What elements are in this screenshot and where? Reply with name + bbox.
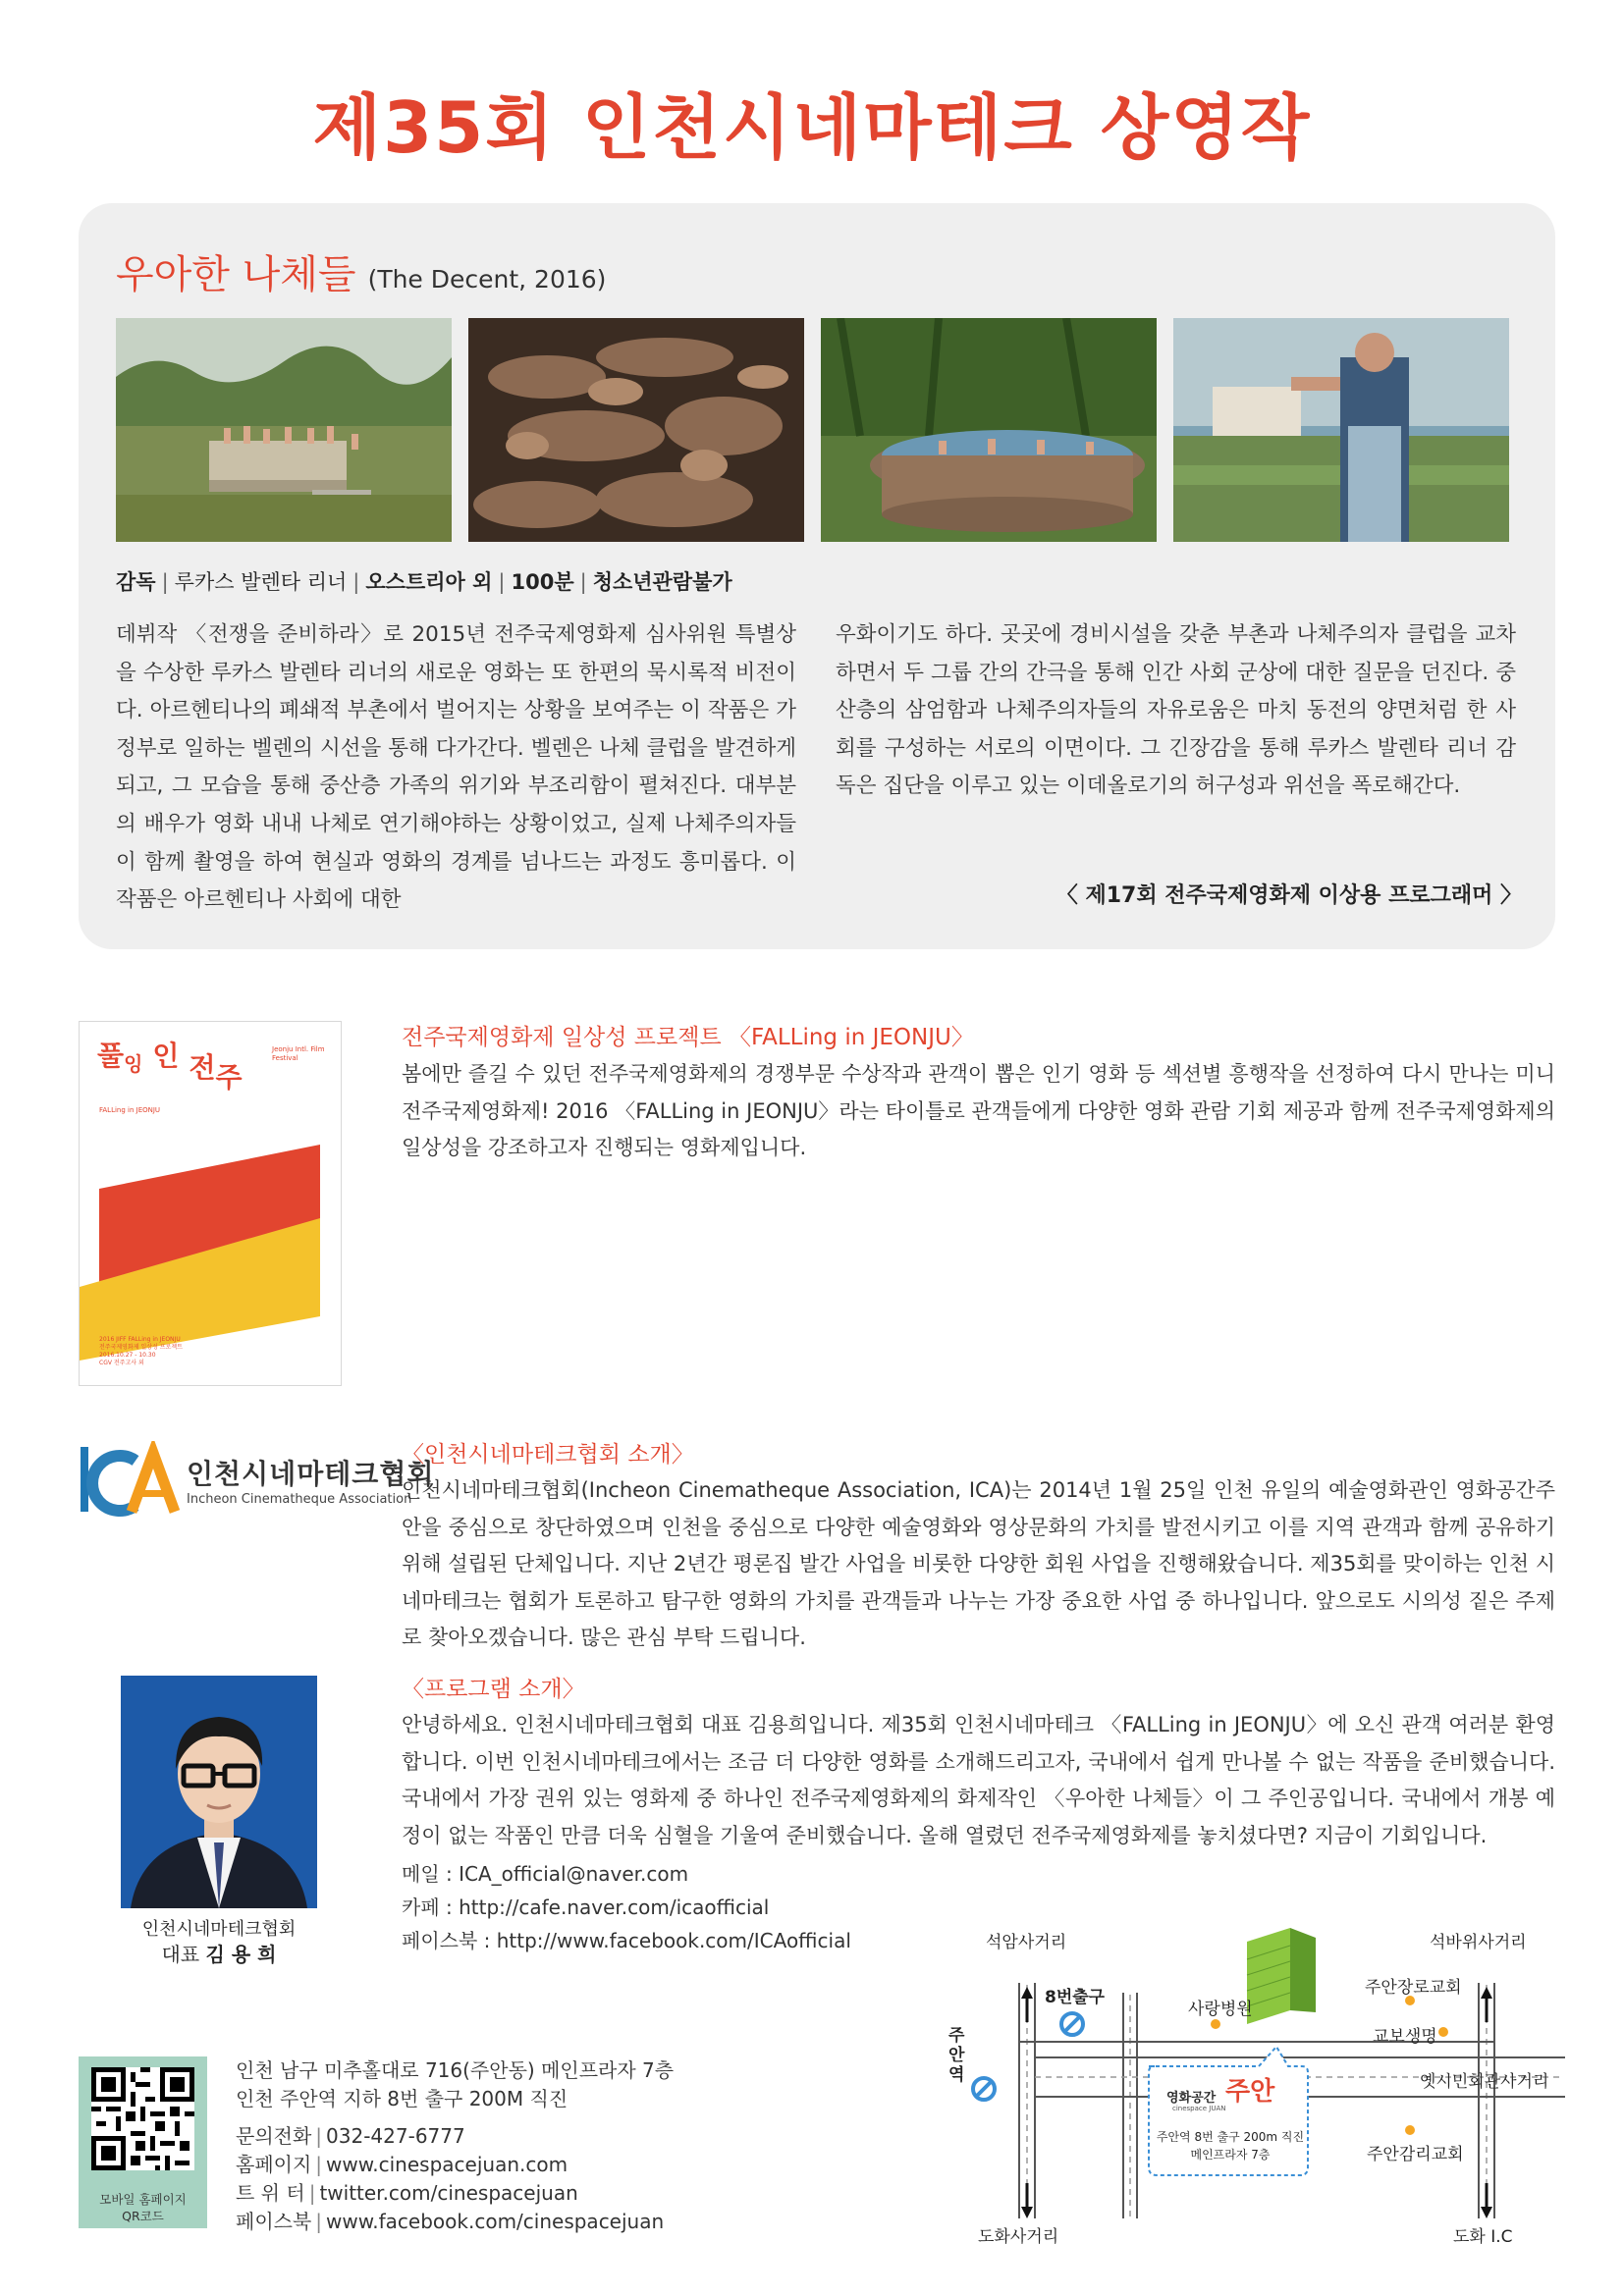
page-title: 제35회 인천시네마테크 상영작 (312, 86, 1312, 169)
film-credits: 감독 | 루카스 발렌타 리너 | 오스트리아 외 | 100분 | 청소년관람불가 (116, 570, 732, 594)
film-country: 오스트리아 외 (365, 570, 493, 594)
map-directions-2: 메인프라자 7층 (1190, 2148, 1271, 2162)
falling-heading: 전주국제영화제 일상성 프로젝트 〈FALLing in JEONJU〉 (402, 1025, 974, 1050)
photo-caption-name: 대표 김 용 희 (161, 1943, 277, 1966)
film-description-left: 데뷔작 〈전쟁을 준비하라〉로 2015년 전주국제영화제 심사위원 특별상을 수상한 루카스 발렌타 리너의 새로운 영화는 또 한편의 묵시록적 비전이다. 아르헨티나의 폐쇄적 부촌에서 벌어지는 상황을 보여주는 이 작품은 가정부로 일하는 벨렌의 시선을 통해 다가간다. 벨렌은 나체 클럽을 발견하게 되고, 그 모습을 통해 중산층 가족의 위기와 부조리함이 펼쳐진다. 대부분의 배우가 영화 내내 나체로 연기해야하는 상황이었고, 실제 나체주의자들이 함께 촬영을 하여 현실과 영화의 경계를 넘나드는 과정도 흥미롭다. 이 작품은 아르헨티나 사회에 대한 (116, 622, 796, 913)
venue-twitter: 트 위 터 | twitter.com/cinespacejuan (236, 2181, 578, 2205)
venue-facebook: 페이스북 | www.facebook.com/cinespacejuan (236, 2210, 665, 2233)
poster-title: 풀$_잉$ 인 전주 (97, 1040, 243, 1094)
poster-festival-tag: Jeonju Intl. Film Festival (272, 1045, 325, 1062)
falling-poster-image (79, 1021, 342, 1386)
photo-caption-org: 인천시네마테크협회 (141, 1919, 297, 1940)
venue-phone: 문의전화 | 032-427-6777 (236, 2124, 465, 2148)
film-still-3 (821, 318, 1157, 542)
film-description-right: 우화이기도 하다. 곳곳에 경비시설을 갖춘 부촌과 나체주의자 클럽을 교차하면서 두 그룹 간의 간극을 통해 인간 사회 군상에 대한 질문을 던진다. 중산층의 삼엄함과 나체주의자들의 자유로움은 마치 동전의 양면처럼 한 사회를 구성하는 서로의 이면이다. 그 긴장감을 통해 루카스 발렌타 리너 감독은 집단을 이루고 있는 이데올로기의 허구성과 위선을 폭로해간다. (836, 622, 1516, 799)
map-label-seogam: 석암사거리 (986, 1933, 1067, 1952)
director-name: 루카스 발렌타 리너 (174, 570, 348, 594)
location-map (935, 1924, 1565, 2248)
film-title-korean: 우아한 나체들 (116, 252, 356, 297)
map-label-dohwa-cross: 도화사거리 (978, 2227, 1059, 2247)
map-label-dohwa-ic: 도화 I.C (1453, 2227, 1513, 2247)
qr-code-image (91, 2067, 194, 2170)
poster-subtitle: FALLing in JEONJU (99, 1106, 161, 1114)
svg-text:2016 JIFF FALLing in JEONJU: 2016 JIFF FALLing in JEONJU (99, 1336, 181, 1343)
map-label-exit8: 8번출구 (1045, 1988, 1106, 2007)
map-label-juan-presbyterian: 주안장로교회 (1365, 1978, 1462, 1998)
contact-cafe: 카페 : http://cafe.naver.com/icaofficial (402, 1896, 770, 1919)
program-heading: 〈프로그램 소개〉 (402, 1677, 585, 1702)
ica-logo-english: Incheon Cinematheque Association (187, 1492, 412, 1507)
venue-address: 인천 남구 미추홀대로 716(주안동) 메인프라자 7층 (236, 2058, 675, 2082)
map-cinema-logo: 주안 (1225, 2077, 1275, 2107)
film-still-2 (468, 318, 804, 542)
map-directions-1: 주안역 8번 출구 200m 직진 (1156, 2130, 1305, 2144)
ica-body: 인천시네마테크협회(Incheon Cinematheque Association, ICA)는 2014년 1월 25일 인천 유일의 예술영화관인 영화공간주안을 중심으로 창단하였으며 인천을 중심으로 다양한 예술영화와 영상문화의 가치를 발전시키고 이를 지역 관객과 함께 공유하기 위해 설립된 단체입니다. 지난 2년간 평론집 발간 사업을 비롯한 다양한 회원 사업을 진행해왔습니다. 제35회를 맞이하는 인천 시네마테크는 협회가 토론하고 탐구한 영화의 가치를 관객들과 나누는 가장 중요한 사업 중 하나입니다. 앞으로도 시의성 짙은 주제로 찾아오겠습니다. 많은 관심 부탁 드립니다. (402, 1478, 1555, 1649)
map-label-cinema: 영화공간 (1166, 2091, 1217, 2106)
ica-logo (79, 1441, 435, 1520)
film-runtime: 100분 (511, 570, 574, 594)
venue-homepage: 홈페이지 | www.cinespacejuan.com (236, 2153, 568, 2176)
map-label-seokbawi: 석바위사거리 (1430, 1933, 1527, 1952)
map-cinema-sub: cinespace JUAN (1172, 2105, 1226, 2112)
film-title (116, 243, 606, 299)
film-title-english: (The Decent, 2016) (367, 265, 607, 294)
map-label-kyobo: 교보생명 (1373, 2027, 1437, 2047)
film-still-4 (1173, 318, 1509, 542)
svg-text:CGV 전주고사 외: CGV 전주고사 외 (99, 1360, 144, 1366)
film-still-1 (116, 318, 452, 542)
film-rating: 청소년관람불가 (592, 570, 732, 594)
ica-logo-name: 인천시네마테크협회 (187, 1458, 435, 1490)
program-body: 안녕하세요. 인천시네마테크협회 대표 김용희입니다. 제35회 인천시네마테크 〈FALLing in JEONJU〉에 오신 관객 여러분 환영합니다. 이번 인천시네마테크에서는 조금 더 다양한 영화를 소개해드리고자, 국내에서 쉽게 만나볼 수 없는 작품을 준비했습니다. 국내에서 가장 권위 있는 영화제 중 하나인 전주국제영화제의 화제작인 〈우아한 나체들〉이 그 주인공입니다. 국내에서 개봉 예정이 없는 작품인 만큼 더욱 심혈을 기울여 준비했습니다. 올해 열렸던 전주국제영화제를 놓치셨다면? 지금이 기회입니다. (402, 1713, 1555, 1847)
director-label: 감독 (116, 570, 156, 594)
venue-directions: 인천 주안역 지하 8번 출구 200M 직진 (236, 2087, 568, 2110)
svg-text:전주국제영화제 일상성 프로젝트: 전주국제영화제 일상성 프로젝트 (99, 1344, 183, 1351)
map-label-juan-methodist: 주안감리교회 (1367, 2145, 1464, 2164)
programmer-credit: 〈 제17회 전주국제영화제 이상용 프로그래머 〉 (1056, 883, 1522, 908)
qr-caption: 모바일 홈페이지 QR코드 (99, 2192, 187, 2223)
falling-body: 봄에만 즐길 수 있던 전주국제영화제의 경쟁부문 수상작과 관객이 뽑은 인기 영화 등 섹션별 흥행작을 선정하여 다시 만나는 미니 전주국제영화제! 2016 〈FALLing in JEONJU〉라는 타이틀로 관객들에게 다양한 영화 관람 기회 제공과 함께 전주국제영화제의 일상성을 강조하고자 진행되는 영화제입니다. (402, 1062, 1555, 1159)
map-label-sarang-hospital: 사랑병원 (1188, 2000, 1253, 2019)
svg-text:2016.10.27 - 10.30: 2016.10.27 - 10.30 (99, 1352, 156, 1359)
representative-photo (121, 1676, 317, 1908)
ica-heading: 〈인천시네마테크협회 소개〉 (402, 1442, 694, 1468)
contact-facebook: 페이스북 : http://www.facebook.com/ICAofficial (402, 1929, 851, 1952)
ica-logo-mark (79, 1441, 185, 1520)
map-label-old-citizen-hall: 옛시민회관사거리 (1420, 2072, 1549, 2092)
contact-email: 메일 : ICA_official@naver.com (402, 1862, 689, 1886)
map-label-juan-station: 주 안 역 (948, 2026, 965, 2085)
